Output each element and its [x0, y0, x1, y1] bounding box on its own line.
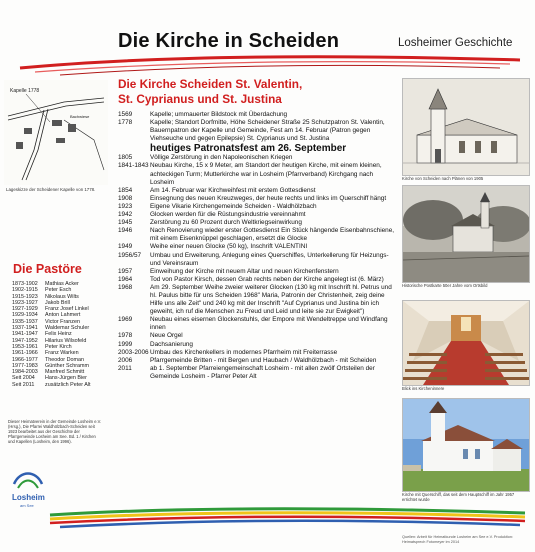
entry-year: 1942	[118, 211, 133, 219]
pastor-name: Franz Josef Linkel	[45, 306, 89, 313]
pastor-years: Seit 2004	[12, 375, 35, 382]
entry-year	[118, 143, 150, 154]
entry-year: 1949	[118, 243, 133, 251]
pastor-name: Waldemar Schuler	[45, 325, 90, 332]
chronology-entry	[118, 284, 398, 316]
chronology-entry	[118, 332, 398, 340]
chronology-entry	[118, 111, 398, 119]
entry-year: 1968	[118, 283, 133, 291]
entry-text: Am 29. September Weihe zweier weiterer Glocken (130 kg mit Inschrift hl. Petrus und hl. Paulus bitte für uns Scheiden 1968" Maria, Patronin der Christenheit, zeig deine Hilfe uns alle Zeit" und 240 kg mit der Inschrift "Auf Cyprianus und Justina bin ich geweiht, ich ruf die Menschen zu Freud und Leid und leite sie zur Ewigkeit")	[150, 283, 392, 316]
photo-caption: Historische Postkarte 50er Jahre vom Ortsbild	[402, 283, 488, 288]
pastor-years: 1935-1937	[12, 318, 38, 325]
entry-year: 2006	[118, 356, 133, 364]
chronology-entry	[118, 268, 398, 276]
pastor-years: 1961-1966	[12, 350, 38, 357]
pastor-years: 1927-1929	[12, 306, 38, 313]
entry-year: 1778	[118, 119, 133, 127]
pastor-years: 1984-2003	[12, 369, 38, 376]
svg-text:Losheim: Losheim	[12, 493, 45, 502]
entry-year: 1569	[118, 111, 133, 118]
entry-text: Neue Orgel	[150, 332, 183, 340]
entry-text: Tod von Pastor Kirsch, dessen Grab rechts neben der Kirche angelegt ist (6. März)	[150, 275, 384, 283]
entry-text: Weihe einer neuen Glocke (50 kg), Inschrift VALENTINI	[150, 243, 308, 251]
entry-text: Einsegnung des neuen Kreuzweges, der heute rechts und links im Querschiff hängt	[150, 194, 387, 202]
pastor-years: 1953-1961	[12, 343, 38, 350]
photo-caption: Blick ins Kircheninnere	[402, 386, 445, 391]
credit-text: Dieser Heimatverein in der Gemeinde Losheim e.V. (Hrsg.), Die Pfarrei Waldhölzbach-Scheiden seit 1923 bearbeitet aus der Geschichte der Pfarrgemeinde Losheim am See. Bd. 1 / Kirchen und Kapellen (Losheim, den 1996).	[8, 419, 102, 444]
entry-text: Neubau eines eisernen Glockenstuhls, der Empore mit Wendeltreppe und Windfang innen	[150, 316, 388, 332]
entry-text: ab 1. September Pfarreiengemeinschaft Losheim - mit allen zwölf Ortsteilen der Gemeinde Losheim - Pfarrer Peter Alt	[150, 364, 375, 380]
pastors-list	[12, 281, 91, 388]
chronology	[118, 111, 398, 381]
entry-text: Pfarrgemeinde Britten - mit Bergen und Haubach / Waldhölzbach - mit Scheiden	[150, 356, 377, 364]
chronology-entry	[118, 203, 398, 211]
photo-caption: Kirche mit Querschiff, das seit dem Hauptschiff im Jahr 1957 errichtet wurde	[402, 492, 515, 502]
pastor-name: Nikolaus Wilts	[45, 293, 79, 300]
entry-text: Umbau des Kirchenkellers in modernes Pfarrheim mit Freiterrasse	[150, 348, 338, 356]
pastor-name: Jakob Brill	[45, 299, 70, 306]
entry-year: 1923	[118, 202, 133, 210]
chronology-entry	[118, 365, 398, 381]
map-label: Bachwiese	[70, 114, 90, 119]
pastor-years: 1966-1977	[12, 356, 38, 363]
entry-year: 1946	[118, 227, 133, 235]
pastor-name: Victor Franzen	[45, 318, 80, 325]
chronology-entry	[118, 195, 398, 203]
pastor-row	[12, 382, 91, 388]
chronology-entry	[118, 154, 398, 162]
pastor-years: 1873-1902	[12, 281, 38, 287]
pastor-years: 1902-1915	[12, 287, 38, 294]
entry-year: 1945	[118, 219, 133, 227]
chronology-entry	[118, 187, 398, 195]
pastor-years: 1941-1947	[12, 331, 38, 338]
chronology-entry	[118, 143, 398, 154]
entry-text: Am 14. Februar war Kirchweihfest mit erstem Gottesdienst	[150, 186, 316, 194]
pastor-name: Hilarius Wilsofeld	[45, 337, 87, 344]
entry-text: Kapelle; Standort Dorfmitte, Höhe Scheidener Straße 25 Schutzpatron St. Valentin, Bauernpatron der Kapelle und Gemeinde, Fest am 14. Februar (Patron gegen Viehseuche und gegen Epilepsie) St. Cyprianus und St. Justina	[150, 119, 385, 143]
entry-year: 1956/57	[118, 251, 142, 259]
pastor-name: Peter Esch	[45, 287, 72, 294]
chronology-entry	[118, 219, 398, 227]
pastor-years: Seit 2011	[12, 381, 35, 388]
entry-text: Umbau und Erweiterung, Anlegung eines Querschiffes, Unterkellerung für Heizungs- und Vereinsraum	[150, 251, 389, 267]
entry-year: 1978	[118, 332, 133, 340]
church-today-photo	[402, 398, 530, 492]
pastor-name: Anton Lahmert	[45, 312, 81, 319]
entry-year: 2011	[118, 364, 132, 372]
postcard-photo	[402, 185, 530, 283]
svg-text:am See: am See	[20, 503, 34, 508]
entry-year: 1999	[118, 340, 133, 348]
photo-caption: Kirche von Scheiden nach Plänen von 1905	[402, 176, 484, 181]
chronology-entry	[118, 243, 398, 251]
chronology-entry	[118, 119, 398, 143]
pastor-years: 1915-1923	[12, 293, 38, 300]
entry-text: Eigene Vikarie Kirchengemeinde Scheiden - Waldhölzbach	[150, 202, 317, 210]
page-title: Die Kirche in Scheiden	[118, 30, 340, 52]
map-label: Kapelle 1778	[10, 88, 40, 94]
chronology-entry	[118, 349, 398, 357]
pastor-name: Günther Schramm	[45, 362, 90, 369]
pastor-name: Franz Warken	[45, 350, 79, 357]
pastor-name: Theodor Doman	[45, 356, 84, 363]
chronology-entry	[118, 211, 398, 219]
entry-year: 1964	[118, 275, 133, 283]
chronology-entry	[118, 162, 398, 186]
chronology-entry	[118, 252, 398, 268]
entry-year: 1908	[118, 194, 133, 202]
entry-year: 1841-1843	[118, 162, 149, 170]
entry-year: 2003-2006	[118, 348, 149, 356]
entry-text: Einweihung der Kirche mit neuem Altar und neuen Kirchenfenstern	[150, 267, 339, 275]
entry-text: heutiges Patronatsfest am 26. September	[150, 143, 347, 155]
pastors-heading: Die Pastöre	[13, 262, 82, 276]
pastor-name: Mathias Acker	[45, 281, 79, 287]
pastor-years: 1923-1927	[12, 299, 38, 306]
pastor-name: Felix Heinz	[45, 331, 72, 338]
entry-text: Glocken werden für die Rüstungsindustrie vereinnahmt	[150, 211, 306, 219]
chronology-entry	[118, 276, 398, 284]
entry-text: Dachsanierung	[150, 340, 193, 348]
pastor-name: Manfred Schmitt	[45, 369, 85, 376]
entry-year: 1854	[118, 186, 133, 194]
footer-note: Quellen: Arbeit für Heimatkunde Losheim am See e.V. Produktion: Heimatsprech Fotomeyer im 2014	[402, 535, 514, 544]
map-caption: Lageskizze der Scheidener Kapelle von 1778.	[6, 187, 96, 192]
chronology-entry	[118, 227, 398, 243]
series-title: Losheimer Geschichte	[398, 37, 513, 49]
pastor-years: 1929-1934	[12, 312, 38, 319]
section-title: Die Kirche Scheiden St. Valentin, St. Cyprianus und St. Justina	[118, 77, 303, 106]
pastor-name: zusätzlich Peter Alt	[45, 381, 91, 388]
footer-swoosh	[0, 505, 535, 533]
pastor-years: 1937-1941	[12, 325, 38, 332]
pastor-name: Hans-Jürgen Bier	[45, 375, 87, 382]
chronology-entry	[118, 357, 398, 365]
entry-text: Nach Renovierung wieder erster Gottesdienst Ein Stück hängende Eisenbahnschiene, mit einem Eisenknüppel geschlagen, ersetzt die Glocke	[150, 227, 395, 243]
header-swoosh	[0, 50, 535, 80]
entry-text: Kapelle; ummauerter Bildstock mit Überdachung	[150, 111, 288, 118]
church-sketch-photo	[402, 78, 530, 176]
pastor-name: Peter Kirch	[45, 343, 72, 350]
entry-text: Zerstörung zu 60 Prozent durch Weltkriegseinwirkung	[150, 219, 302, 227]
entry-text: Neubau Kirche, 15 x 9 Meter, am Standort der heutigen Kirche, mit einem kleinen, achteckigen Turm; Mutterkirche war in Losheim (Pfarrverband) Kirchgang nach Losheim	[150, 162, 382, 186]
interior-photo	[402, 300, 530, 386]
pastor-years: 1977-1983	[12, 362, 38, 369]
chronology-entry	[118, 316, 398, 332]
entry-text: Völlige Zerstörung in den Napoleonischen Kriegen	[150, 154, 293, 162]
chronology-entry	[118, 341, 398, 349]
village-map	[4, 80, 108, 185]
entry-year: 1969	[118, 316, 133, 324]
pastor-years: 1947-1952	[12, 337, 38, 344]
entry-year: 1957	[118, 267, 133, 275]
entry-year: 1805	[118, 154, 133, 162]
